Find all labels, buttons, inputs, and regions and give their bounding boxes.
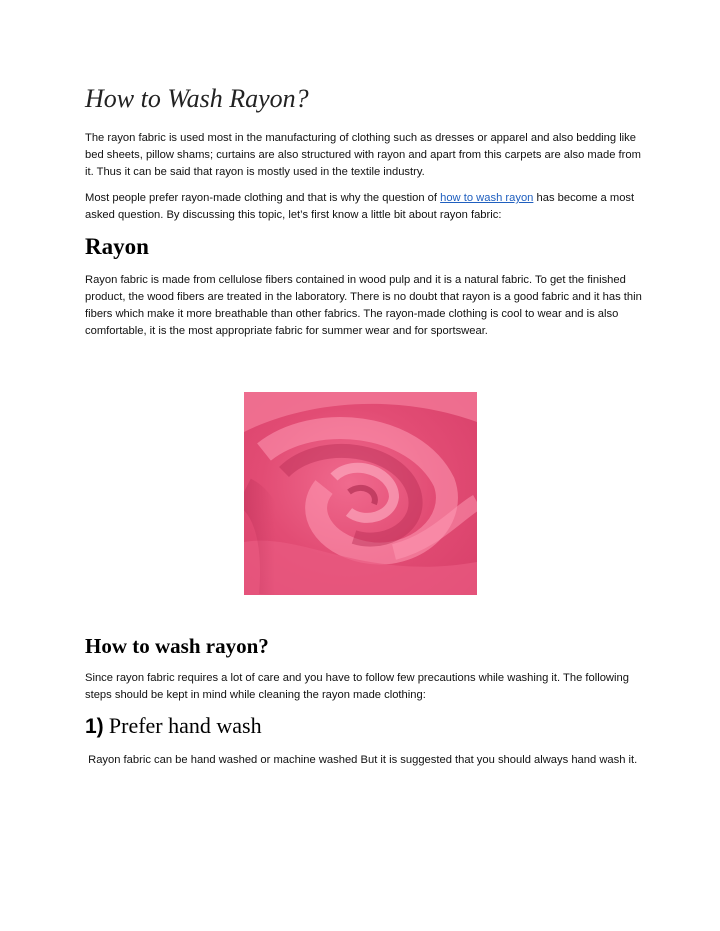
page-title: How to Wash Rayon? bbox=[85, 84, 309, 113]
how-to-wash-rayon-link[interactable]: how to wash rayon bbox=[440, 192, 534, 204]
rayon-paragraph: Rayon fabric is made from cellulose fibers contained in wood pulp and it is a natural fabric. To get the finished product, the wood fibers are treated in the laboratory. There is no doubt that rayon is a good fabric and it has thin fibers which make it more breathable than other fabrics. The rayon-made clothing is cool to wear and is also comfortable, it is the most appropriate fabric for summer wear and for sportswear. bbox=[85, 274, 642, 337]
how-to-wash-paragraph: Since rayon fabric requires a lot of care and you have to follow few precautions while washing it. The following steps should be kept in mind while cleaning the rayon made clothing: bbox=[85, 672, 629, 701]
intro-paragraph-2 bbox=[85, 190, 645, 224]
pink-rayon-fabric-image bbox=[244, 392, 477, 595]
intro-text-before-link: Most people prefer rayon-made clothing and that is why the question of bbox=[85, 192, 441, 204]
how-to-wash-heading: How to wash rayon? bbox=[85, 634, 269, 658]
intro-text-after-link: has become a most asked question. By discussing this topic, let’s first know a little bit about rayon fabric: bbox=[85, 192, 635, 221]
step-1-title: Prefer hand wash bbox=[108, 713, 262, 738]
step-1-number: 1) bbox=[85, 715, 104, 738]
intro-paragraph-1: The rayon fabric is used most in the manufacturing of clothing such as dresses or apparel and also bedding like bed sheets, pillow shams; curtains are also structured with rayon and apart from this carpets are also made from it. Thus it can be said that rayon is mostly used in the textile industry. bbox=[85, 132, 641, 178]
rayon-heading: Rayon bbox=[85, 234, 149, 259]
step-1-paragraph: Rayon fabric can be hand washed or machine washed But it is suggested that you should always hand wash it. bbox=[85, 754, 638, 766]
step-1-heading bbox=[85, 713, 262, 739]
